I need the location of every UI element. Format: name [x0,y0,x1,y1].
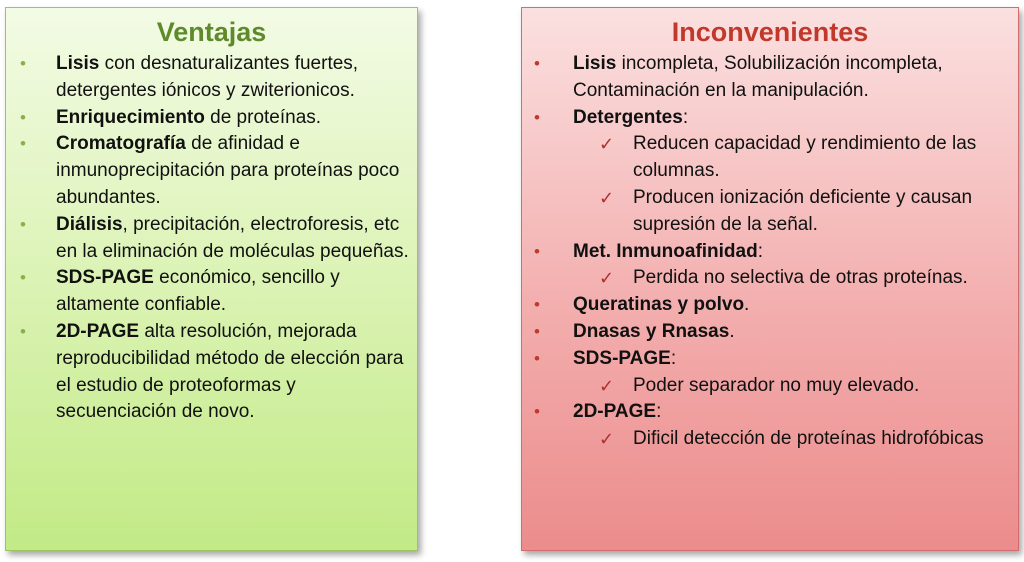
item-keyword: 2D-PAGE [573,401,657,423]
item-text: con desnaturalizantes fuertes, detergentes iónicos y zwiterionicos. [56,53,359,101]
advantages-title: Ventajas [156,17,267,47]
item-text: de proteínas. [204,106,322,128]
sub-item [522,185,1018,239]
bullet-dot-icon: • [20,321,26,341]
bullet-dot-icon: • [534,402,540,422]
bullet-dot-icon: • [20,214,26,234]
item-text: : [670,347,677,369]
item-text: de afinidad e inmunoprecipitación para proteínas poco abundantes. [56,133,400,208]
checkmark-icon: ✓ [599,134,615,155]
item-text: económico, sencillo y altamente confiable. [56,267,340,316]
list-item [522,239,1018,266]
list-item [522,346,1018,373]
item-text: : [656,401,662,423]
bullet-dot-icon: • [534,295,540,315]
sub-item [522,265,1018,292]
disadvantages-title: Inconvenientes [671,17,869,47]
list-item [522,319,1018,346]
list-item [522,399,1018,426]
checkmark-icon: ✓ [599,187,615,208]
item-keyword: Met. Inmunoafinidad [573,240,758,262]
item-keyword: Enriquecimiento [56,106,205,128]
sub-item [522,426,1018,453]
item-keyword: Cromatografía [56,133,186,155]
sub-item [522,131,1018,185]
disadvantages-panel [521,7,1019,551]
list-item [6,131,417,211]
checkmark-icon: ✓ [599,268,615,289]
bullet-dot-icon: • [534,107,540,127]
bullet-dot-icon: • [534,348,540,368]
item-text: : [682,106,689,128]
item-keyword: SDS-PAGE [573,347,671,369]
item-text: . [729,320,735,342]
item-keyword: Lisis [573,53,617,74]
advantages-list [6,51,417,426]
list-item [6,265,417,319]
sub-item [522,373,1018,400]
sub-item-text: Poder separador no muy elevado. [633,374,920,396]
item-text: , precipitación, electroforesis, etc en la eliminación de moléculas pequeñas. [56,213,409,262]
sub-item-text: Producen ionización deficiente y causan supresión de la señal. [633,186,973,235]
bullet-dot-icon: • [20,134,26,154]
list-item [6,105,417,132]
list-item [522,51,1018,105]
item-keyword: Queratinas y polvo [573,294,745,316]
item-keyword: 2D-PAGE [56,320,140,342]
item-keyword: Lisis [56,53,100,74]
bullet-dot-icon: • [534,321,540,341]
item-text: alta resolución, mejorada reproducibilidad método de elección para el estudio de proteoformas y secuenciación de novo. [56,320,404,423]
disadvantages-list [522,51,1018,453]
sub-item-text: Reducen capacidad y rendimiento de las columnas. [633,133,977,182]
list-item [522,292,1018,319]
bullet-dot-icon: • [20,268,26,288]
list-item [6,212,417,266]
item-keyword: Dnasas y Rnasas [573,320,730,342]
item-text: : [757,240,763,262]
item-text: incompleta, Solubilización incompleta, Contaminación en la manipulación. [573,53,943,101]
bullet-dot-icon: • [534,241,540,261]
item-keyword: SDS-PAGE [56,267,154,289]
bullet-dot-icon: • [20,107,26,127]
list-item [6,319,417,426]
bullet-dot-icon: • [534,54,540,73]
sub-item-text: Perdida no selectiva de otras proteínas. [633,267,968,289]
item-keyword: Detergentes [573,106,683,128]
checkmark-icon: ✓ [599,375,615,396]
sub-item-text: Dificil detección de proteínas hidrofóbicas [633,428,984,450]
list-item [522,105,1018,132]
item-keyword: Diálisis [56,213,123,235]
advantages-panel [5,7,418,551]
bullet-dot-icon: • [20,54,26,73]
item-text: . [744,294,750,316]
list-item [6,51,417,105]
checkmark-icon: ✓ [599,429,615,450]
